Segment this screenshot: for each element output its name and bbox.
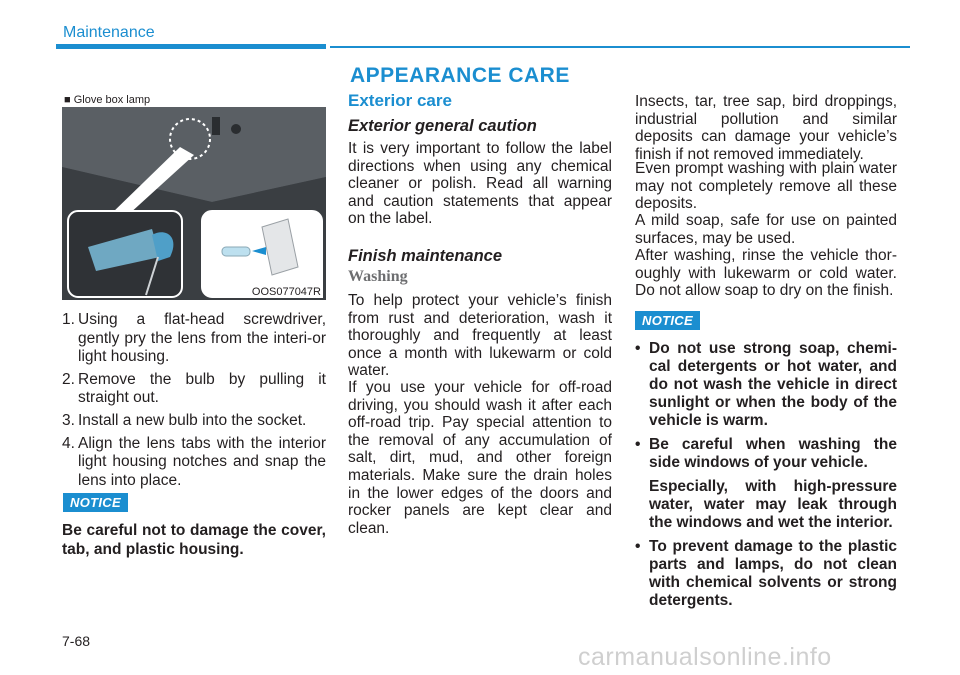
- step-item: [62, 412, 326, 431]
- watermark: carmanualsonline.info: [578, 643, 832, 671]
- notice-bullet-list: [635, 340, 897, 610]
- exterior-general-caution-heading: Exterior general caution: [348, 117, 537, 135]
- right-paragraph-2: Even prompt washing with plain water may not completely remove all these deposits.: [635, 160, 897, 213]
- appearance-care-title: APPEARANCE CARE: [350, 64, 570, 87]
- glove-box-lamp-figure: [62, 107, 326, 300]
- step-number: 4.: [62, 434, 75, 452]
- step-number: 1.: [62, 311, 75, 328]
- replacement-steps: [62, 311, 326, 494]
- notice-badge: NOTICE: [63, 493, 128, 512]
- bullet-text: Do not use strong soap, chemi-cal detergents or hot water, and do not wash the vehicle in direct sunlight or when the body of the vehicle is warm.: [649, 340, 897, 429]
- glove-box-illustration: [62, 107, 326, 300]
- section-title: Maintenance: [63, 24, 155, 41]
- right-paragraph-4: After washing, rinse the vehicle thor-oughly with lukewarm or cold water. Do not allow soap to dry on the finish.: [635, 247, 897, 300]
- step-text: Using a flat-head screwdriver, gently pry the lens from the interi-or light housing.: [78, 311, 326, 366]
- step-item: [62, 435, 326, 491]
- step-number: 2.: [62, 370, 75, 388]
- exterior-care-heading: Exterior care: [348, 91, 452, 110]
- bullet-continuation: Especially, with high-pressure water, water may leak through the windows and wet the interior.: [649, 478, 897, 531]
- washing-paragraph-2: If you use your vehicle for off-road driving, you should wash it after each off-road trip. Pay special attention to the removal of any accumulation of salt, dirt, mud, and other foreign materials. Make sure the drain holes in the lower edges of the doors and rocker panels are kept clear and clean.: [348, 379, 612, 537]
- washing-paragraph-1: To help protect your vehicle’s finish from rust and deterioration, wash it thoroughly and frequently at least once a month with lukewarm or cold water.: [348, 292, 612, 380]
- exterior-caution-text: It is very important to follow the label directions when using any chemical cleaner or polish. Read all warning and caution statements that appear on the label.: [348, 140, 612, 228]
- bullet-item: [635, 340, 897, 430]
- right-paragraph-3: A mild soap, safe for use on painted surfaces, may be used.: [635, 212, 897, 247]
- header-rule-thin: [330, 46, 910, 48]
- bullet-text: To prevent damage to the plastic parts and lamps, do not clean with chemical solvents or strong detergents.: [649, 538, 897, 609]
- step-number: 3.: [62, 411, 75, 429]
- figure-code: OOS077047R: [251, 286, 321, 298]
- notice-text: Be careful not to damage the cover, tab, and plastic housing.: [62, 522, 326, 558]
- right-paragraph-1: Insects, tar, tree sap, bird droppings, industrial pollution and similar deposits can damage your vehicle’s finish if not removed immediately.: [635, 93, 897, 163]
- step-text: Install a new bulb into the socket.: [78, 411, 307, 429]
- figure-caption: ■ Glove box lamp: [64, 94, 151, 106]
- bullet-dot-icon: •: [635, 538, 641, 555]
- bullet-item: [635, 538, 897, 610]
- washing-heading: Washing: [348, 268, 408, 285]
- bullet-dot-icon: •: [635, 340, 641, 357]
- bullet-text: Be careful when washing the side windows of your vehicle.: [649, 436, 897, 471]
- bullet-item: [635, 436, 897, 472]
- step-text: Align the lens tabs with the interior light housing notches and snap the lens into place.: [78, 434, 326, 489]
- finish-maintenance-heading: Finish maintenance: [348, 247, 503, 265]
- header-rule-thick: [56, 44, 326, 49]
- step-text: Remove the bulb by pulling it straight out.: [78, 370, 326, 407]
- notice-badge: NOTICE: [635, 311, 700, 330]
- step-item: [62, 371, 326, 408]
- step-item: [62, 311, 326, 367]
- page-number: 7-68: [62, 633, 91, 649]
- bullet-dot-icon: •: [635, 436, 641, 453]
